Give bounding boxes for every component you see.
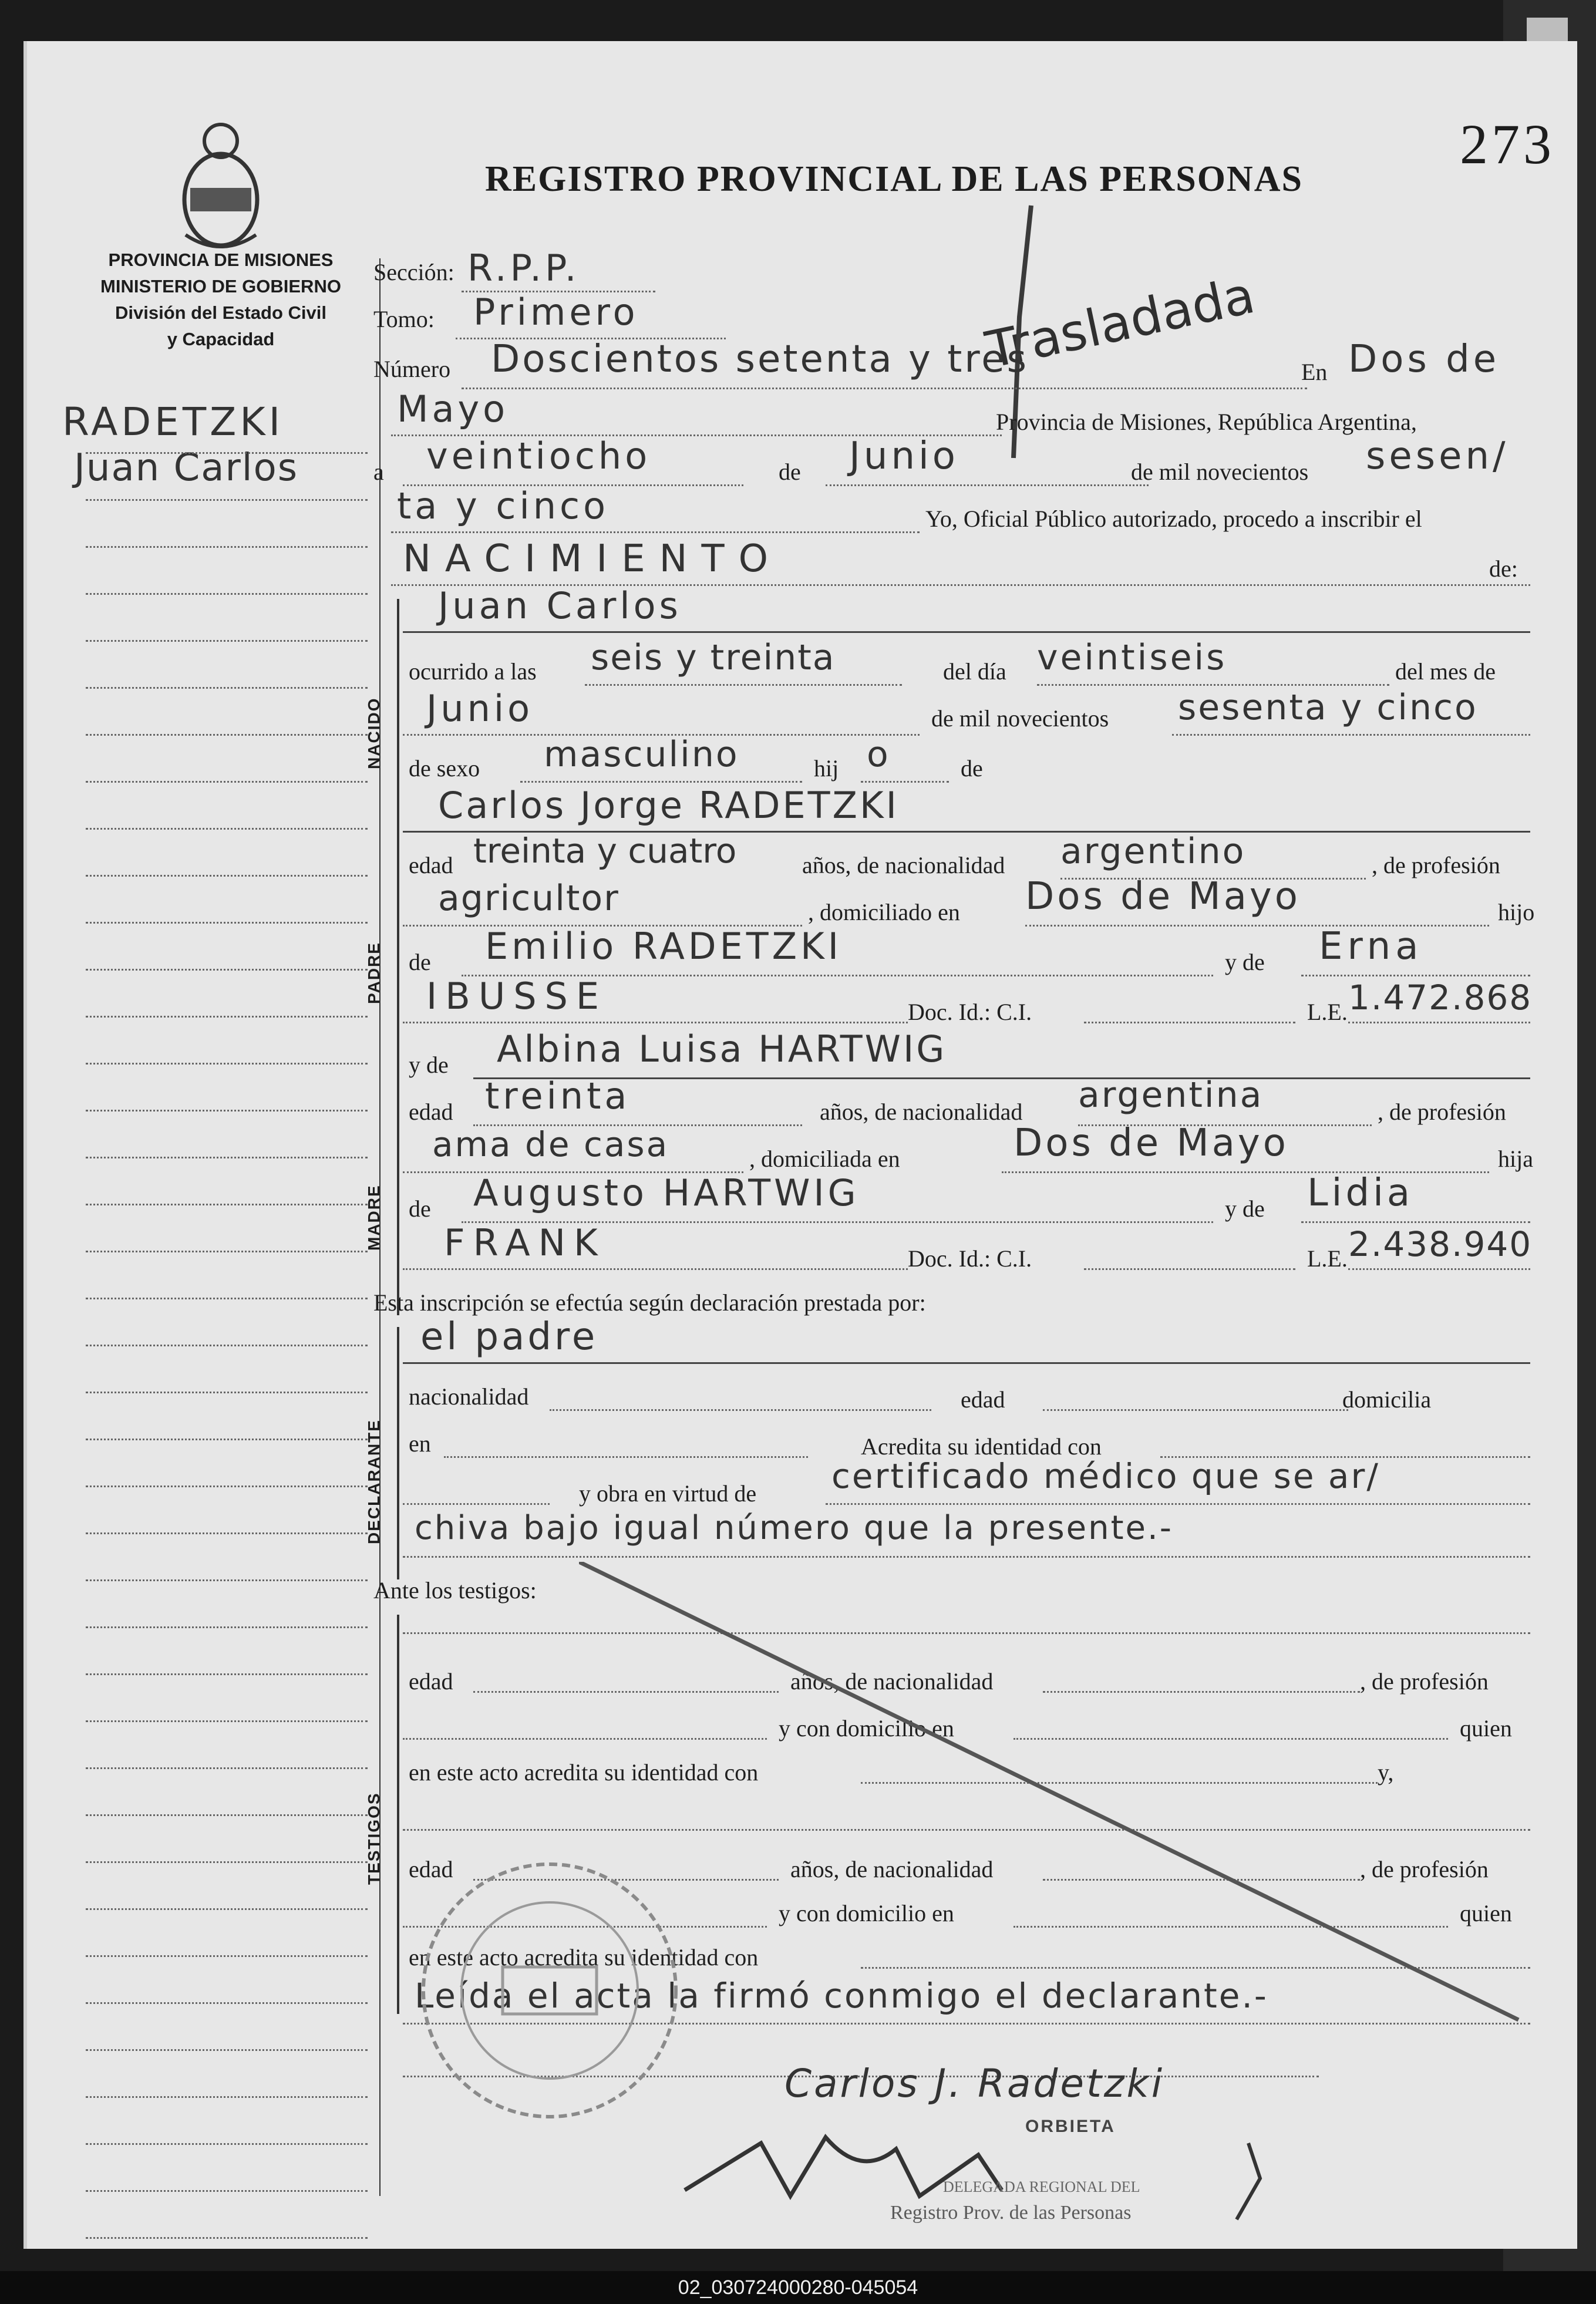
margin-given-name: Juan Carlos — [74, 446, 299, 490]
margin-ruled-line — [86, 969, 368, 971]
page-number: 273 — [1460, 113, 1555, 176]
seccion-value: R.P.P. — [467, 247, 580, 289]
testigo1-y-label: y, — [1378, 1759, 1394, 1786]
testigo1-acredita-label: en este acto acredita su identidad con — [409, 1759, 759, 1786]
de-nac-label: de — [961, 755, 983, 782]
declarante-nombre: el padre — [420, 1315, 598, 1359]
margin-ruled-line — [86, 875, 368, 877]
org-province: PROVINCIA DE MISIONES — [108, 250, 334, 270]
declarante-en-label: en — [409, 1430, 431, 1457]
signature-official-name: ORBIETA — [1025, 2117, 1116, 2136]
padre-madre-line-1 — [1301, 975, 1530, 976]
margin-ruled-line — [86, 1392, 368, 1393]
margin-ruled-line — [86, 687, 368, 689]
margin-ruled-line — [86, 2049, 368, 2051]
declarante-obra-1: certificado médico que se ar/ — [831, 1456, 1380, 1496]
madre-y-de-label-2: y de — [1225, 1195, 1265, 1222]
dia-nac-line — [1037, 684, 1389, 686]
sexo-value: masculino — [544, 734, 739, 775]
testigo2-anios-label: años, de nacionalidad — [790, 1856, 994, 1882]
yo-label: Yo, Oficial Público autorizado, procedo a inscribir el — [925, 506, 1422, 532]
cancel-diagonal-line — [579, 1562, 1530, 2032]
a-label: a — [373, 459, 384, 485]
anio-nac-value: sesenta y cinco — [1178, 687, 1478, 728]
hijo-line — [861, 781, 949, 783]
margin-ruled-line — [86, 1345, 368, 1346]
padre-madre-de-1: Erna — [1319, 925, 1423, 968]
madre-doc-line — [1084, 1268, 1295, 1270]
anio-nac-line — [1172, 734, 1530, 736]
margin-ruled-line — [86, 1157, 368, 1158]
madre-nombre-line — [473, 1077, 1530, 1079]
margin-ruled-line — [86, 781, 368, 783]
mes-value: Junio — [849, 434, 959, 478]
coat-of-arms-icon — [174, 117, 268, 252]
hora-value: seis y treinta — [591, 637, 836, 678]
tomo-value: Primero — [473, 291, 639, 334]
margin-ruled-line — [86, 1016, 368, 1018]
nacido-bar — [397, 599, 399, 834]
stamp-line-1: DELEGADA REGIONAL DEL — [943, 2178, 1140, 2195]
margin-ruled-line — [86, 2143, 368, 2145]
dia-value: veintiocho — [426, 434, 651, 477]
padre-nacionalidad: argentino — [1060, 831, 1246, 872]
declarante-intro: Esta inscripción se efectúa según declaración prestada por: — [373, 1289, 926, 1316]
margin-ruled-line — [86, 640, 368, 642]
madre-anios-label: años, de nacionalidad — [820, 1099, 1023, 1125]
declarante-acredita-label: Acredita su identidad con — [861, 1433, 1102, 1460]
declarante-obra-pre-line — [403, 1503, 550, 1505]
declarante-nac-label: nacionalidad — [409, 1383, 529, 1410]
declarante-edad-line — [1043, 1409, 1348, 1411]
padre-bar — [397, 834, 399, 1080]
hijo-label: hij — [814, 755, 839, 782]
nacido-nombre: Juan Carlos — [438, 584, 682, 627]
madre-y-de-label: y de — [409, 1052, 449, 1078]
nacido-section-label: NACIDO — [365, 697, 383, 769]
declarante-obra-label: y obra en virtud de — [579, 1480, 757, 1507]
padre-dom-label: , domiciliado en — [808, 899, 960, 925]
margin-ruled-line — [86, 1532, 368, 1534]
madre-nombre: Albina Luisa HARTWIG — [497, 1028, 947, 1070]
madre-dom-label: , domiciliada en — [749, 1146, 900, 1172]
madre-hija-label: hija — [1498, 1146, 1533, 1172]
madre-padre-de: Augusto HARTWIG — [473, 1171, 860, 1214]
declarante-obra-line-1 — [826, 1503, 1530, 1505]
margin-ruled-line — [86, 828, 368, 830]
padre-doc-label: Doc. Id.: C.I. — [908, 999, 1032, 1025]
madre-section-label: MADRE — [365, 1184, 383, 1251]
acto-value: NACIMIENTO — [403, 537, 782, 581]
padre-le: 1.472.868 — [1348, 978, 1533, 1018]
lugar-value-2: Mayo — [397, 388, 509, 430]
org-ministry: MINISTERIO DE GOBIERNO — [100, 276, 341, 297]
numero-line — [462, 388, 1307, 389]
declarante-en-line — [444, 1456, 808, 1458]
declarante-nombre-line — [403, 1362, 1530, 1364]
en-label: En — [1301, 359, 1328, 385]
margin-ruled-line — [86, 1110, 368, 1111]
margin-surname: RADETZKI — [62, 399, 284, 444]
padre-prof-label: , de profesión — [1372, 852, 1500, 878]
padre-hijo-label: hijo — [1498, 899, 1535, 925]
tomo-label: Tomo: — [373, 306, 435, 332]
margin-ruled-line — [86, 1439, 368, 1440]
madre-madre-de-1: Lidia — [1307, 1171, 1414, 1215]
madre-nacionalidad: argentina — [1078, 1074, 1264, 1116]
margin-annotation: Trasladada — [981, 265, 1260, 380]
declarante-nac-line — [550, 1409, 931, 1411]
margin-ruled-line — [86, 1251, 368, 1252]
numero-value: Doscientos setenta y tres — [491, 338, 1029, 381]
seccion-label: Sección: — [373, 259, 454, 285]
margin-ruled-line — [86, 1486, 368, 1487]
madre-doc-label: Doc. Id.: C.I. — [908, 1245, 1032, 1272]
numero-label: Número — [373, 356, 451, 382]
madre-madre-line-2 — [403, 1268, 908, 1270]
declarante-dom-label: domicilia — [1342, 1386, 1432, 1413]
margin-ruled-line — [86, 734, 368, 736]
mil-label: de mil novecientos — [1131, 459, 1309, 485]
margin-ruled-line — [86, 1673, 368, 1675]
padre-anios-label: años, de nacionalidad — [802, 852, 1005, 878]
padre-nombre: Carlos Jorge RADETZKI — [438, 784, 899, 827]
madre-domicilio: Dos de Mayo — [1014, 1121, 1289, 1165]
org-division: División del Estado Civil — [115, 302, 327, 323]
closing-text: Leída el acta la firmó conmigo el declarante.- — [415, 1976, 1268, 2016]
madre-le: 2.438.940 — [1348, 1224, 1533, 1264]
margin-ruled-line — [86, 1814, 368, 1816]
padre-le-label: L.E. — [1307, 999, 1348, 1025]
del-mes-label: del mes de — [1395, 658, 1496, 685]
padre-madre-line-2 — [403, 1022, 908, 1023]
declarante-obra-2: chiva bajo igual número que la presente.- — [415, 1509, 1173, 1547]
padre-padre-de: Emilio RADETZKI — [485, 925, 843, 968]
madre-bar — [397, 1080, 399, 1315]
padre-le-line — [1348, 1022, 1530, 1023]
padre-madre-de-2: IBUSSE — [426, 975, 608, 1018]
declarante-obra-line-2 — [403, 1556, 1530, 1558]
testigos-section-label: TESTIGOS — [365, 1792, 383, 1885]
testigo1-prof-label: , de profesión — [1360, 1668, 1489, 1695]
signature-declarante: Carlos J. Radetzki — [784, 2061, 1165, 2106]
margin-ruled-line — [86, 593, 368, 595]
margin-ruled-line — [86, 1861, 368, 1863]
declarante-bar — [397, 1327, 399, 1579]
margin-ruled-line — [86, 1204, 368, 1205]
margin-ruled-line — [86, 2096, 368, 2098]
declarante-edad-label: edad — [961, 1386, 1005, 1413]
madre-le-label: L.E. — [1307, 1245, 1348, 1272]
margin-ruled-line — [86, 2002, 368, 2004]
testigo2-quien-label: quien — [1460, 1900, 1512, 1926]
madre-dom-line — [1002, 1171, 1489, 1173]
testigos-intro: Ante los testigos: — [373, 1577, 537, 1604]
mil-nac-label: de mil novecientos — [931, 705, 1109, 732]
madre-le-line — [1348, 1268, 1530, 1270]
padre-profesion: agricultor — [438, 878, 619, 919]
margin-ruled-line — [86, 1626, 368, 1628]
mes-line — [826, 484, 1149, 486]
document-sheet — [23, 41, 1577, 2249]
dia-nac-value: veintiseis — [1037, 637, 1227, 678]
anio-value-2: ta y cinco — [397, 484, 610, 527]
sexo-label: de sexo — [409, 755, 480, 782]
stamp-line-2: Registro Prov. de las Personas — [890, 2202, 1132, 2224]
testigo2-acredita-label: en este acto acredita su identidad con — [409, 1944, 759, 1970]
official-seal-icon — [415, 1855, 685, 2126]
provincia-label: Provincia de Misiones, República Argentina, — [996, 409, 1417, 435]
declarante-section-label: DECLARANTE — [365, 1419, 383, 1544]
padre-edad: treinta y cuatro — [473, 831, 737, 871]
anio-line — [391, 531, 920, 533]
padre-domicilio: Dos de Mayo — [1025, 875, 1301, 918]
sexo-line — [520, 781, 802, 783]
anio-value-1: sesen/ — [1366, 434, 1509, 478]
margin-ruled-line — [86, 1767, 368, 1769]
mes-nac-value: Junio — [426, 687, 534, 730]
testigo1-edad-label: edad — [409, 1668, 453, 1695]
de-colon-label: de: — [1489, 555, 1518, 582]
margin-ruled-line — [86, 452, 368, 454]
padre-section-label: PADRE — [365, 942, 383, 1004]
margin-ruled-line — [86, 1579, 368, 1581]
testigo2-dom-label: y con domicilio en — [779, 1900, 954, 1926]
madre-madre-line-1 — [1301, 1221, 1530, 1223]
margin-ruled-line — [86, 1063, 368, 1065]
margin-ruled-line — [86, 546, 368, 548]
madre-de-label: de — [409, 1195, 431, 1222]
madre-edad: treinta — [485, 1074, 631, 1117]
margin-ruled-line — [86, 2190, 368, 2192]
testigo2-prof-label: , de profesión — [1360, 1856, 1489, 1882]
testigo1-anios-label: años, de nacionalidad — [790, 1668, 994, 1695]
madre-madre-de-2: FRANK — [444, 1221, 606, 1264]
padre-y-de-label: y de — [1225, 949, 1265, 975]
de-label: de — [779, 459, 801, 485]
margin-ruled-line — [86, 922, 368, 924]
document-id-footer: 02_030724000280-045054 — [0, 2271, 1596, 2304]
margin-ruled-line — [86, 1720, 368, 1722]
testigos-bar — [397, 1615, 399, 2014]
padre-de-label: de — [409, 949, 431, 975]
margin-ruled-line — [86, 1298, 368, 1299]
testigo1-dom-label: y con domicilio en — [779, 1715, 954, 1742]
margin-ruled-line — [86, 2237, 368, 2239]
nacido-nombre-line — [403, 631, 1530, 633]
org-capacity: y Capacidad — [167, 329, 275, 349]
margin-ruled-line — [86, 499, 368, 501]
ocurrido-label: ocurrido a las — [409, 658, 537, 685]
padre-doc-line — [1084, 1022, 1295, 1023]
del-dia-label: del día — [943, 658, 1006, 685]
testigo2-edad-label: edad — [409, 1856, 453, 1882]
margin-ruled-line — [86, 1908, 368, 1910]
lugar-value-1: Dos de — [1348, 338, 1500, 381]
madre-edad-label: edad — [409, 1099, 453, 1125]
page-title: REGISTRO PROVINCIAL DE LAS PERSONAS — [485, 159, 1303, 199]
padre-edad-label: edad — [409, 852, 453, 878]
hora-line — [585, 684, 902, 686]
madre-prof-label: , de profesión — [1378, 1099, 1506, 1125]
margin-ruled-line — [86, 1955, 368, 1957]
madre-profesion: ama de casa — [432, 1124, 669, 1164]
hijo-value: o — [867, 734, 892, 775]
testigo1-quien-label: quien — [1460, 1715, 1512, 1742]
